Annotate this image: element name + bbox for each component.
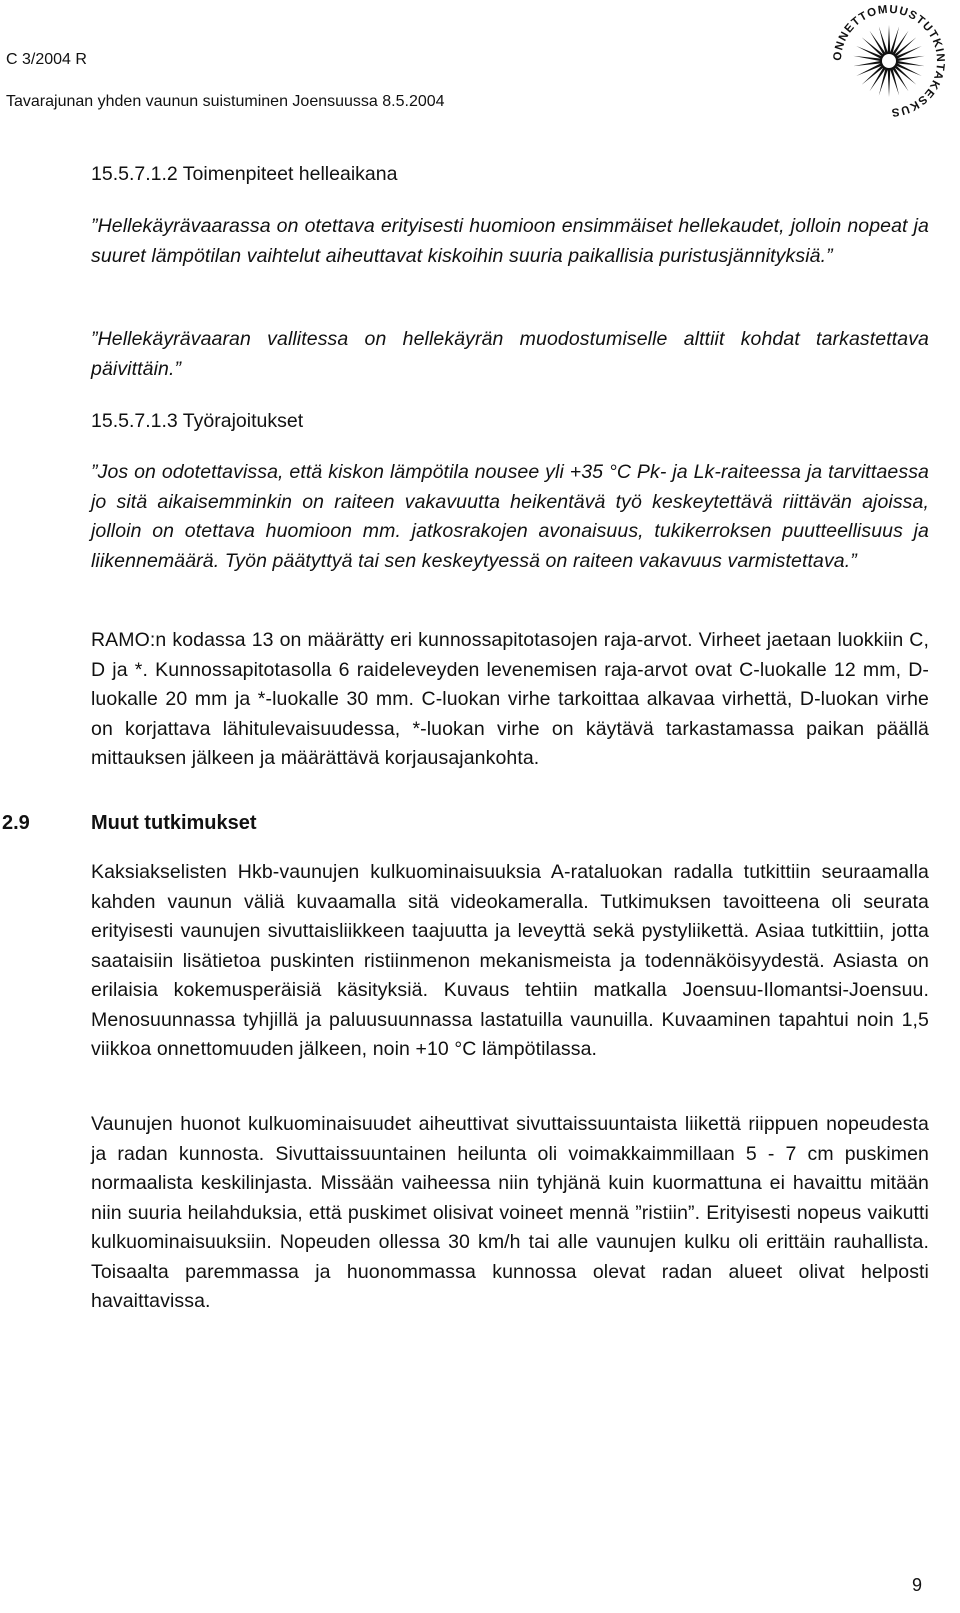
organization-logo-seal (830, 2, 948, 120)
logo-star-emblem (853, 25, 924, 97)
logo-star-center (882, 54, 896, 68)
subsection-title: 15.5.7.1.3 Työrajoitukset (91, 410, 304, 432)
body-paragraph-1 (91, 858, 929, 1065)
body-paragraph-ramo (91, 626, 929, 774)
body-paragraph: Vaunujen huonot kulkuominaisuudet aiheuttivat sivuttaissuuntaista liikettä riippuen nopeudesta ja radan kunnosta. Sivuttaissuuntainen heilunta oli voimakkaimmillaan 5 - 7 cm puskimen normaalista keskilinjasta. Missään vaiheessa niin tyhjänä kuin kuormattuna ei havaittu mitään niin suuria heilahduksia, että puskimet olisivat voineet mennä ”ristiin”. Erityisesti nopeus vaikutti kulkuominaisuuksiin. Nopeuden ollessa 30 km/h tai alle vaunujen kulku oli erittäin rauhallista. Toisaalta paremmassa ja huonommassa kunnossa olevat radan alueet olivat helposti havaittavissa. (91, 1113, 929, 1312)
subsection-heading-2 (91, 407, 929, 436)
quoted-paragraph: ”Hellekäyrävaarassa on otettava erityisesti huomioon ensimmäiset hellekaudet, jolloin nopeat ja suuret lämpötilan vaihtelut aiheuttavat kiskoihin suuria paikallisia puristusjännityksiä.” (91, 215, 929, 267)
chapter-number: 2.9 (2, 812, 30, 834)
document-title: Tavarajunan yhden vaunun suistuminen Joensuussa 8.5.2004 (6, 93, 445, 110)
quoted-paragraph: ”Jos on odotettavissa, että kiskon lämpötila nousee yli +35 °C Pk- ja Lk-raiteessa ja tarvittaessa jo sitä aikaisemminkin on raiteen vakavuutta heikentävä työ keskeytettävä riittävän ajoissa, jolloin on otettava huomioon mm. jatkosrakojen avonaisuus, tukikerroksen puutteellisuus ja liikennemäärä. Työn päätyttyä tai sen keskeytyessä on raiteen vakavuus varmistettava.” (91, 461, 929, 572)
subsection-heading-1 (91, 160, 929, 189)
svg-text:ONNETTOMUUSTUTKINTAKESKUS: ONNETTOMUUSTUTKINTAKESKUS (831, 3, 947, 119)
quote-block-2 (91, 325, 929, 384)
page-number: 9 (912, 1575, 923, 1595)
body-paragraph-2 (91, 1110, 929, 1317)
document-code: C 3/2004 R (6, 51, 87, 68)
chapter-title: Muut tutkimukset (91, 812, 257, 834)
quote-block-1 (91, 212, 929, 271)
quoted-paragraph: ”Hellekäyrävaaran vallitessa on hellekäyrän muodostumiselle alttiit kohdat tarkastettava päivittäin.” (91, 328, 929, 380)
quote-block-3 (91, 458, 929, 576)
body-paragraph: RAMO:n kodassa 13 on määrätty eri kunnossapitotasojen raja-arvot. Virheet jaetaan luokkiin C, D ja *. Kunnossapitotasolla 6 raideleveyden levenemisen raja-arvot ovat C-luokalle 12 mm, D-luokalle 20 mm ja *-luokalle 30 mm. C-luokan virhe tarkoittaa alkavaa virhettä, D-luokan virhe on korjattava lähitulevaisuudessa, *-luokan virhe on käytävä tarkastamassa paikan päällä mittauksen jälkeen ja määrättävä korjausajankohta. (91, 629, 929, 769)
body-paragraph: Kaksiakselisten Hkb-vaunujen kulkuominaisuuksia A-rataluokan radalla tutkittiin seuraamalla kahden vaunun väliä kuvaamalla sitä videokameralla. Tutkimuksen tavoitteena oli seurata erityisesti vaunujen sivuttaisliikkeen taajuutta ja leveyttä sekä pystyliikettä. Asiaa tutkittiin, jotta saataisiin lisätietoa puskinten ristiinmenon mekanismeista ja todennäköisyydestä. Asiasta on erilaisia kokemusperäisiä käsityksiä. Kuvaus tehtiin matkalla Joensuu-Ilomantsi-Joensuu. Menosuunnassa tyhjillä ja paluusuunnassa lastatuilla vaunuilla. Kuvaaminen tapahtui noin 1,5 viikkoa onnettomuuden jälkeen, noin +10 °C lämpötilassa. (91, 861, 929, 1060)
subsection-title: 15.5.7.1.2 Toimenpiteet helleaikana (91, 163, 398, 185)
